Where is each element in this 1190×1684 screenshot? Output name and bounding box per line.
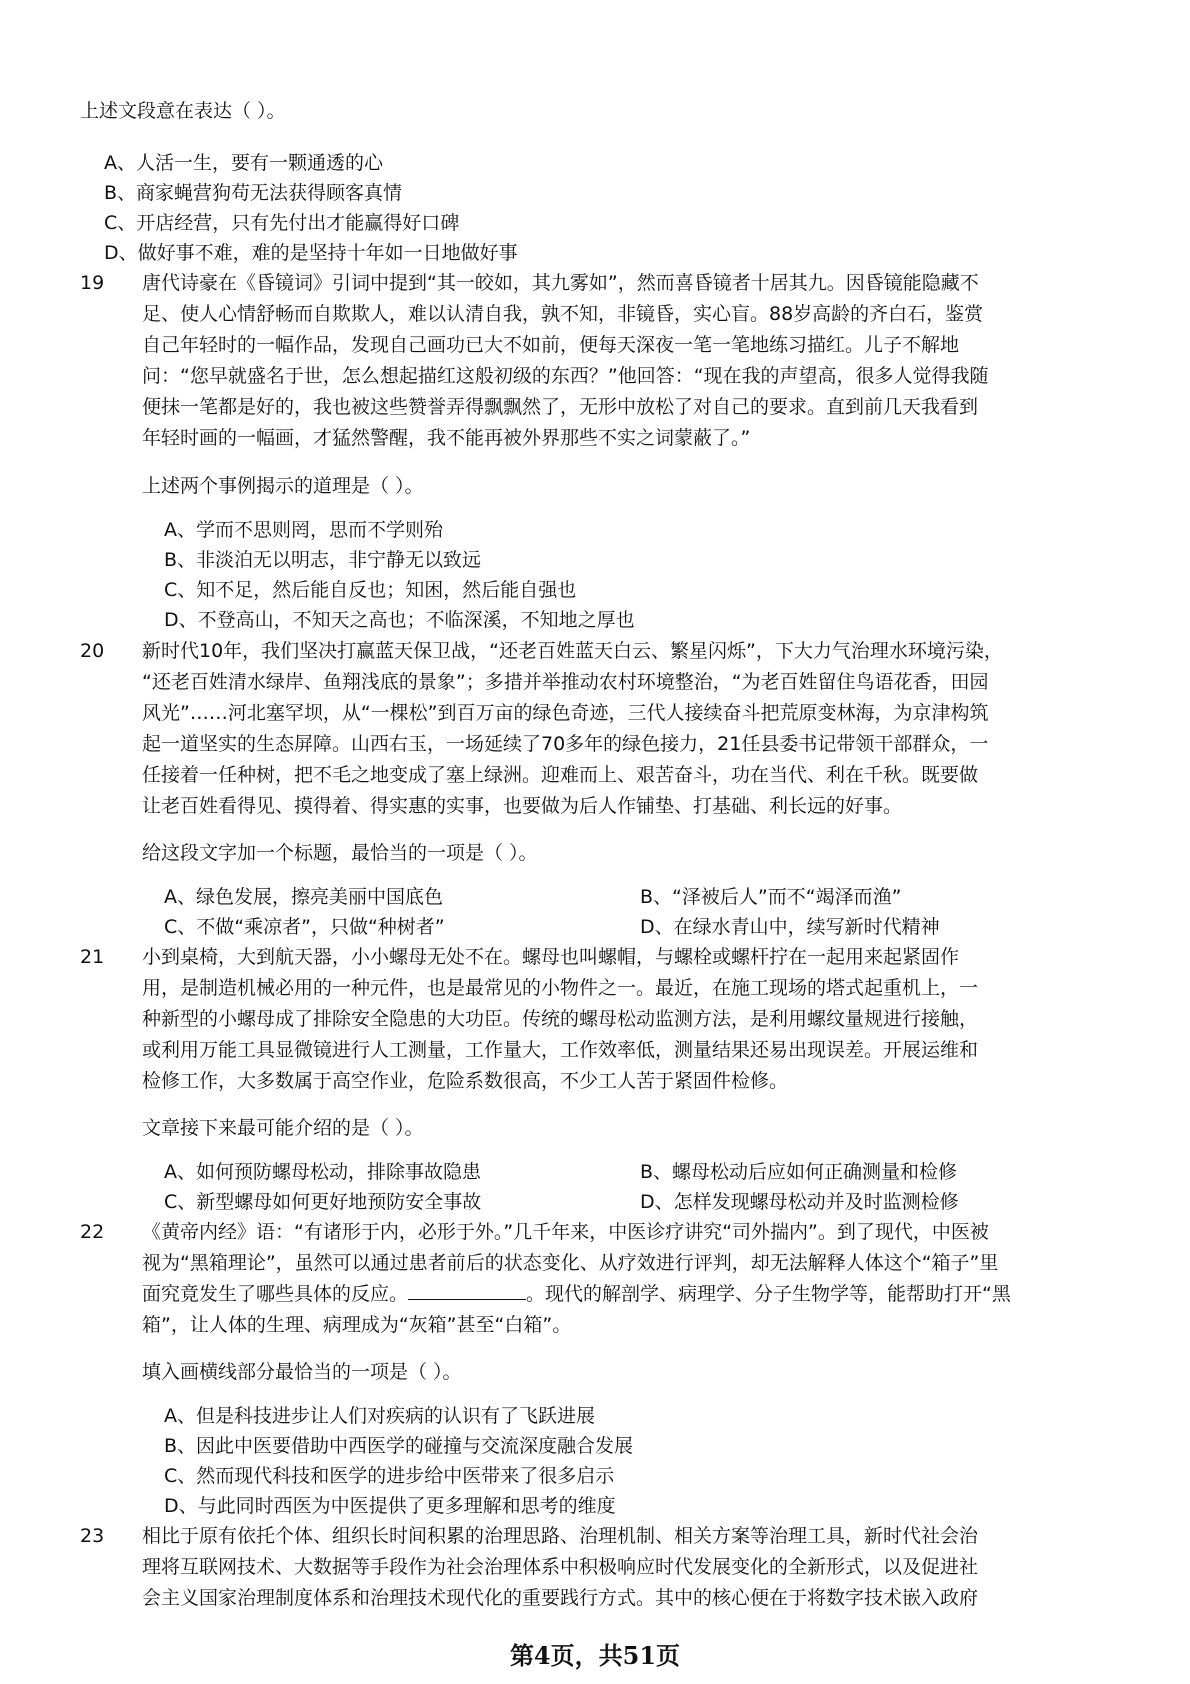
option-a: A、如何预防螺母松动，排除事故隐患 (164, 1161, 481, 1183)
passage-line: 用，是制造机械必用的一种元件，也是最常见的小物件之一。最近，在施工现场的塔式起重机上，一 (142, 977, 979, 999)
question-number: 21 (80, 946, 105, 968)
passage-line: 种新型的小螺母成了排除安全隐患的大功臣。传统的螺母松动监测方法，是利用螺纹量规进行接触， (142, 1008, 979, 1030)
option-d: D、不登高山，不知天之高也；不临深溪，不知地之厚也 (164, 609, 635, 631)
passage-line: 足、使人心情舒畅而自欺欺人，难以认清自我，孰不知，非镜昏，实心盲。88岁高龄的齐白石，鉴赏 (142, 303, 984, 325)
option-d: D、与此同时西医为中医提供了更多理解和思考的维度 (164, 1495, 616, 1517)
option-c: C、新型螺母如何更好地预防安全事故 (164, 1191, 482, 1213)
page-footer: 第4页，共51页 (509, 1641, 681, 1670)
passage-line: 相比于原有依托个体、组织长时间积累的治理思路、治理机制、相关方案等治理工具，新时代社会治 (142, 1525, 979, 1547)
passage-line (142, 1279, 1011, 1309)
option-b: B、商家蝇营狗苟无法获得顾客真情 (104, 182, 403, 204)
question-stem: 填入画横线部分最恰当的一项是（ ）。 (142, 1361, 462, 1383)
question-number: 19 (80, 272, 105, 294)
passage-line: 唐代诗豪在《昏镜词》引词中提到“其一皎如，其九雾如”，然而喜昏镜者十居其九。因昏镜能隐藏不 (142, 272, 979, 294)
passage-line: 小到桌椅，大到航天器，小小螺母无处不在。螺母也叫螺帽，与螺栓或螺杆拧在一起用来起紧固作 (142, 946, 960, 968)
passage-line: 风光”……河北塞罕坝，从“一棵松”到百万亩的绿色奇迹，三代人接续奋斗把荒原变林海，为京津构筑 (142, 702, 989, 724)
passage-line: 会主义国家治理制度体系和治理技术现代化的重要践行方式。其中的核心便在于将数字技术嵌入政府 (142, 1587, 979, 1609)
passage-line: “还老百姓清水绿岸、鱼翔浅底的景象”；多措并举推动农村环境整治，“为老百姓留住鸟语花香，田园 (142, 671, 989, 693)
passage-line: 箱”，让人体的生理、病理成为“灰箱”甚至“白箱”。 (142, 1314, 572, 1336)
passage-line: 便抹一笔都是好的，我也被这些赞誉弄得飘飘然了，无形中放松了对自己的要求。直到前几天我看到 (142, 396, 979, 418)
option-d: D、做好事不难，难的是坚持十年如一日地做好事 (104, 242, 518, 264)
passage-text: 。现代的解剖学、病理学、分子生物学等，能帮助打开“黑 (526, 1283, 1011, 1305)
option-b: B、“泽被后人”而不“竭泽而渔” (640, 886, 902, 908)
passage-text: 面究竟发生了哪些具体的反应。 (142, 1283, 409, 1305)
passage-line: 起一道坚实的生态屏障。山西右玉，一场延续了70多年的绿色接力，21任县委书记带领干部群众，一 (142, 733, 989, 755)
option-b: B、因此中医要借助中西医学的碰撞与交流深度融合发展 (164, 1435, 634, 1457)
question-number: 23 (80, 1525, 105, 1547)
passage-line: 自己年轻时的一幅作品，发现自己画功已大不如前，便每天深夜一笔一笔地练习描红。儿子不解地 (142, 334, 960, 356)
option-a: A、但是科技进步让人们对疾病的认识有了飞跃进展 (164, 1405, 595, 1427)
option-d: D、怎样发现螺母松动并及时监测检修 (640, 1191, 959, 1213)
option-d: D、在绿水青山中，续写新时代精神 (640, 916, 940, 938)
option-a: A、学而不思则罔，思而不学则殆 (164, 519, 443, 541)
option-b: B、非淡泊无以明志，非宁静无以致远 (164, 549, 482, 571)
passage-line: 让老百姓看得见、摸得着、得实惠的实事，也要做为后人作铺垫、打基础、利长远的好事。 (142, 795, 903, 817)
question-stem: 文章接下来最可能介绍的是（ ）。 (142, 1117, 424, 1139)
passage-line: 《黄帝内经》语：“有诸形于内，必形于外。”几千年来，中医诊疗讲究“司外揣内”。到了现代，中医被 (142, 1221, 989, 1243)
question-number: 20 (80, 640, 105, 662)
passage-line: 新时代10年，我们坚决打赢蓝天保卫战，“还老百姓蓝天白云、繁星闪烁”，下大力气治理水环境污染， (142, 640, 1003, 662)
option-c: C、不做“乘凉者”，只做“种树者” (164, 916, 445, 938)
passage-line: 理将互联网技术、大数据等手段作为社会治理体系中积极响应时代发展变化的全新形式，以及促进社 (142, 1556, 979, 1578)
option-a: A、人活一生，要有一颗通透的心 (104, 152, 383, 174)
passage-line: 问：“您早就盛名于世，怎么想起描红这般初级的东西？”他回答：“现在我的声望高，很多人觉得我随 (142, 365, 989, 387)
option-b: B、螺母松动后应如何正确测量和检修 (640, 1161, 958, 1183)
option-c: C、知不足，然后能自反也；知困，然后能自强也 (164, 579, 577, 601)
question-number: 22 (80, 1221, 105, 1243)
passage-line: 任接着一任种树，把不毛之地变成了塞上绿洲。迎难而上、艰苦奋斗，功在当代、利在千秋。既要做 (142, 764, 979, 786)
option-c: C、然而现代科技和医学的进步给中医带来了很多启示 (164, 1465, 615, 1487)
question-stem: 上述两个事例揭示的道理是（ ）。 (142, 475, 424, 497)
passage-line: 年轻时画的一幅画，才猛然警醒，我不能再被外界那些不实之词蒙蔽了。” (142, 427, 751, 449)
fill-blank (408, 1279, 526, 1300)
passage-line: 检修工作，大多数属于高空作业，危险系数很高，不少工人苦于紧固件检修。 (142, 1070, 789, 1092)
question-stem: 上述文段意在表达（ ）。 (80, 100, 286, 122)
passage-line: 视为“黑箱理论”，虽然可以通过患者前后的状态变化、从疗效进行评判，却无法解释人体这个“箱子”里 (142, 1252, 999, 1274)
passage-line: 或利用万能工具显微镜进行人工测量，工作量大，工作效率低，测量结果还易出现误差。开展运维和 (142, 1039, 979, 1061)
question-stem: 给这段文字加一个标题，最恰当的一项是（ ）。 (142, 842, 538, 864)
option-a: A、绿色发展，擦亮美丽中国底色 (164, 886, 443, 908)
option-c: C、开店经营，只有先付出才能赢得好口碑 (104, 212, 460, 234)
